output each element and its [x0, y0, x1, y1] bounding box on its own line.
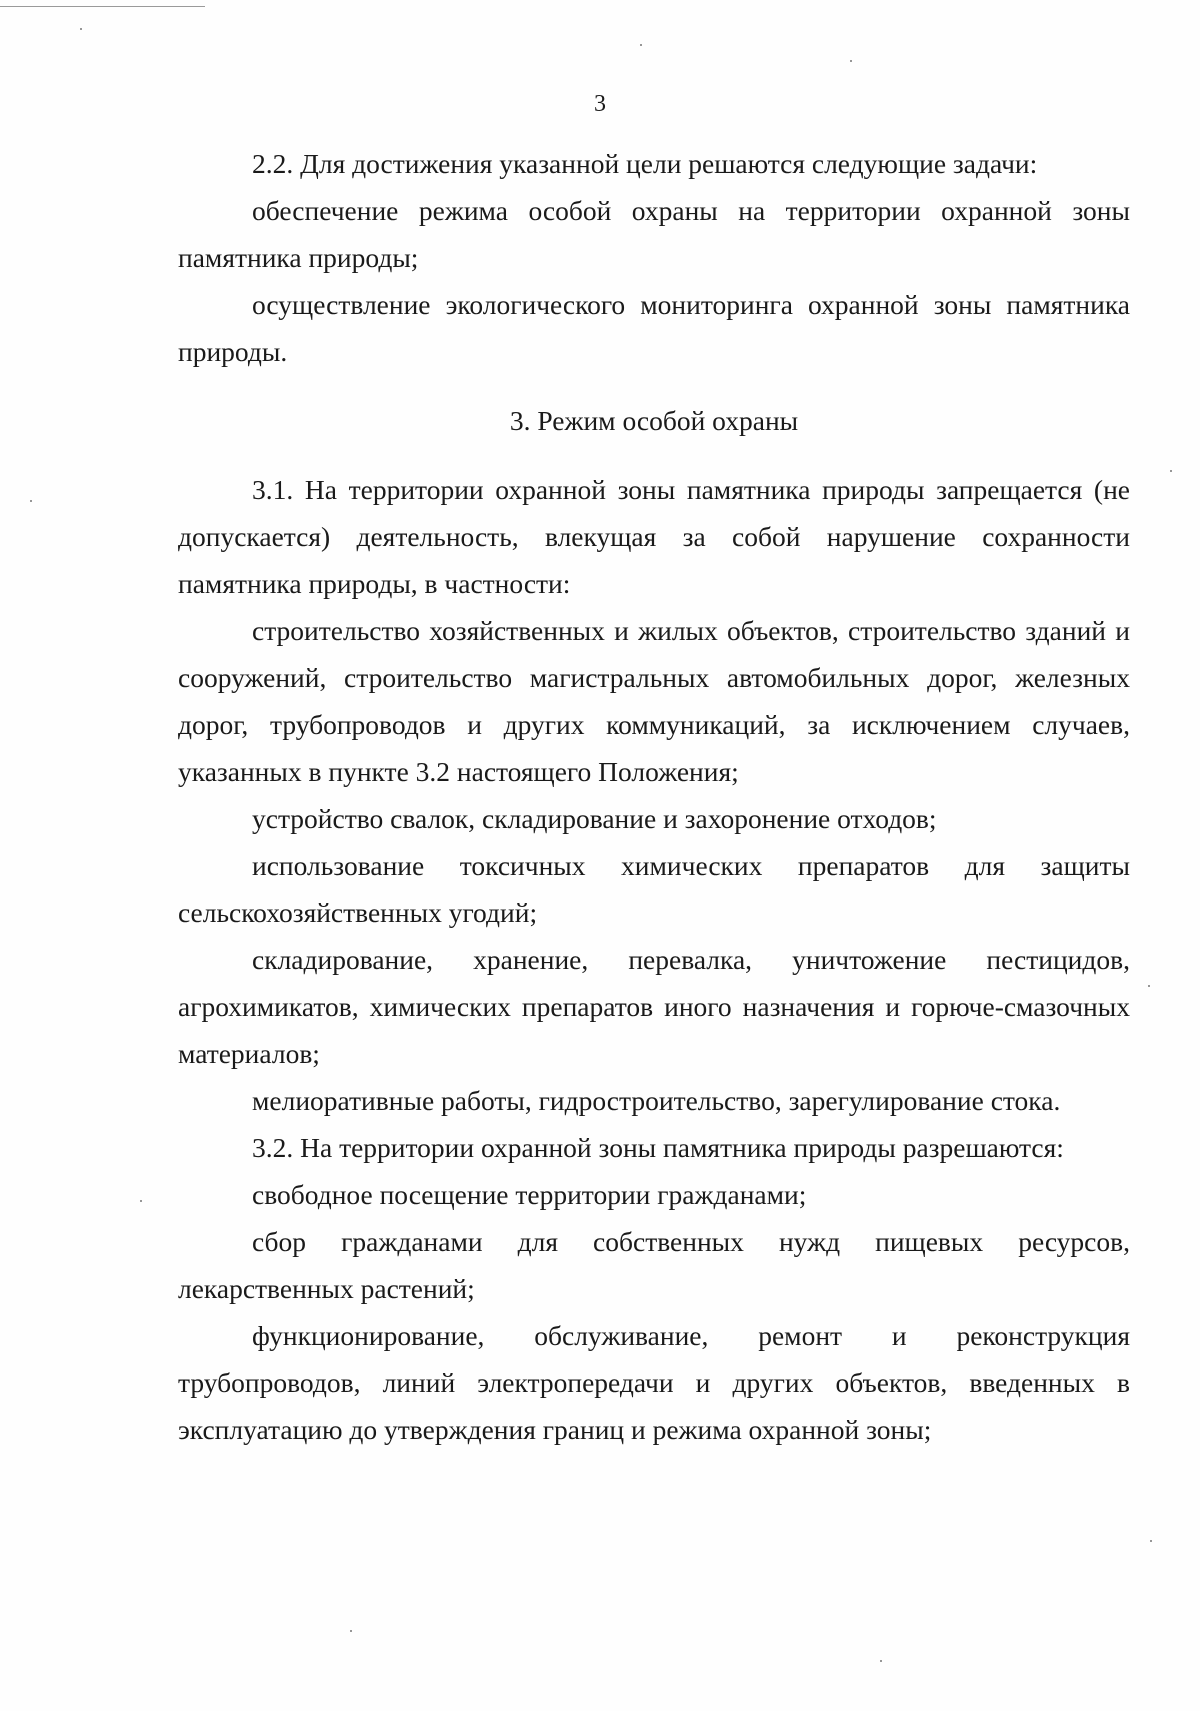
scan-speck: [80, 28, 82, 30]
scan-speck: [880, 1660, 882, 1662]
list-item-free-visit: свободное посещение территории гражданами;: [252, 1179, 807, 1210]
section-heading: 3. Режим особой охраны: [509, 405, 799, 436]
scan-speck: [140, 1200, 142, 1202]
scan-speck: [350, 1630, 352, 1632]
list-item-dumps: устройство свалок, складирование и захоронение отходов;: [252, 803, 937, 834]
paragraph-2-2: 2.2. Для достижения указанной цели решаются следующие задачи:: [252, 148, 1038, 179]
list-item-pesticides: складирование, хранение, перевалка, уничтожение пестицидов, агрохимикатов, химических препаратов иного назначения и горюче-смазочных материалов;: [178, 944, 1130, 1069]
scan-speck: [850, 60, 852, 62]
scan-speck: [1150, 1540, 1152, 1542]
document-body: [178, 140, 1130, 1453]
list-item-gathering: сбор гражданами для собственных нужд пищевых ресурсов, лекарственных растений;: [178, 1226, 1130, 1304]
paragraph-task-monitoring: осуществление экологического мониторинга охранной зоны памятника природы.: [178, 289, 1130, 367]
scan-speck: [1148, 985, 1150, 987]
list-item-land-reclamation: мелиоративные работы, гидростроительство, зарегулирование стока.: [252, 1085, 1061, 1116]
scan-speck: [30, 500, 32, 502]
page-number: 3: [594, 91, 606, 117]
scan-speck: [1170, 470, 1172, 472]
scan-edge-line: [0, 6, 205, 7]
list-item-construction: строительство хозяйственных и жилых объектов, строительство зданий и сооружений, строительство магистральных автомобильных дорог, железных дорог, трубопроводов и других коммуникаций, за исключением случаев, указанных в пункте 3.2 настоящего Положения;: [178, 615, 1130, 787]
list-item-toxic-chemicals: использование токсичных химических препаратов для защиты сельскохозяйственных угодий;: [178, 850, 1130, 928]
paragraph-3-1: 3.1. На территории охранной зоны памятника природы запрещается (не допускается) деятельность, влекущая за собой нарушение сохранности памятника природы, в частности:: [178, 474, 1130, 599]
scan-speck: [640, 44, 642, 46]
paragraph-3-2: 3.2. На территории охранной зоны памятника природы разрешаются:: [252, 1132, 1064, 1163]
paragraph-task-protection: обеспечение режима особой охраны на территории охранной зоны памятника природы;: [178, 195, 1130, 273]
list-item-operation: функционирование, обслуживание, ремонт и реконструкция трубопроводов, линий электропередачи и других объектов, введенных в эксплуатацию до утверждения границ и режима охранной зоны;: [178, 1320, 1130, 1445]
